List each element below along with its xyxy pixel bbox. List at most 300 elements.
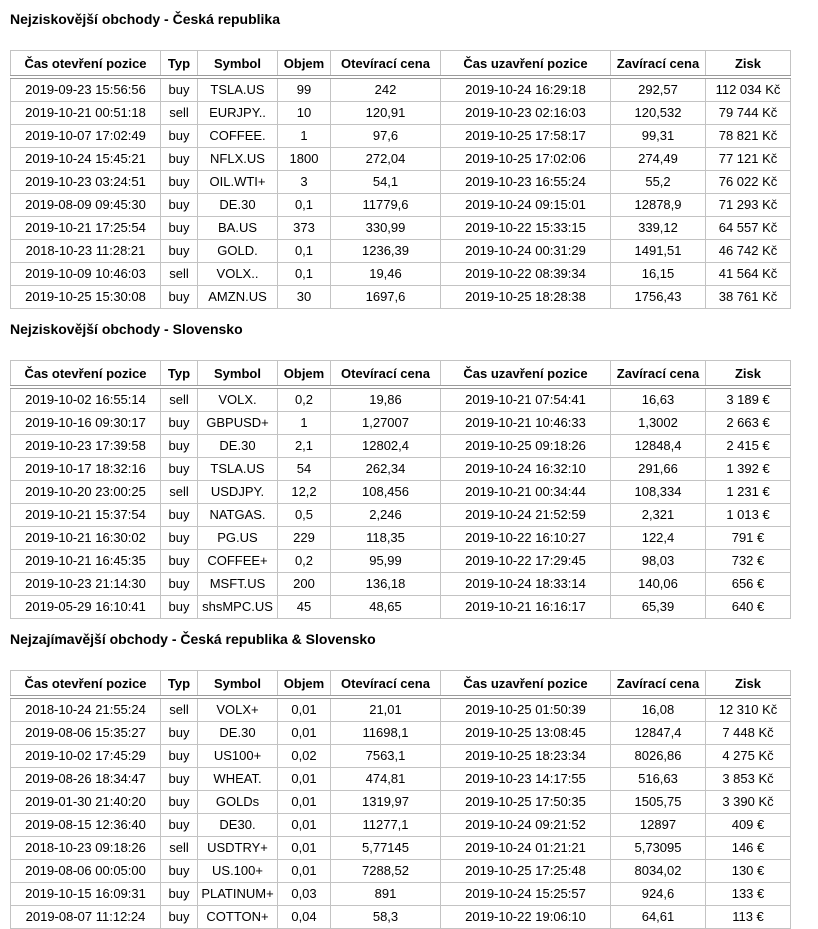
table-cell: 2019-10-24 00:31:29 — [441, 240, 611, 263]
table-cell: 2019-10-09 10:46:03 — [11, 263, 161, 286]
col-header-symbol: Symbol — [198, 361, 278, 388]
table-cell: 2019-10-23 21:14:30 — [11, 573, 161, 596]
table-cell: 1697,6 — [331, 286, 441, 309]
table-cell: DE.30 — [198, 435, 278, 458]
table-cell: 1491,51 — [611, 240, 706, 263]
table-cell: buy — [161, 860, 198, 883]
table-cell: NATGAS. — [198, 504, 278, 527]
table-row — [11, 504, 791, 527]
table-cell: sell — [161, 837, 198, 860]
table-row — [11, 745, 791, 768]
table-cell: 0,1 — [278, 240, 331, 263]
table-row — [11, 240, 791, 263]
table-cell: 99 — [278, 77, 331, 102]
table-cell: 2019-09-23 15:56:56 — [11, 77, 161, 102]
table-cell: sell — [161, 387, 198, 412]
table-row — [11, 906, 791, 929]
table-cell: 5,73095 — [611, 837, 706, 860]
table-cell: 1,27007 — [331, 412, 441, 435]
table-cell: buy — [161, 791, 198, 814]
table-cell: 12 310 Kč — [706, 697, 791, 722]
table-cell: 12,2 — [278, 481, 331, 504]
table-cell: buy — [161, 550, 198, 573]
table-cell: 30 — [278, 286, 331, 309]
table-row — [11, 481, 791, 504]
table-cell: 2019-10-21 15:37:54 — [11, 504, 161, 527]
section-title-sk: Nejziskovější obchody - Slovensko — [10, 321, 243, 337]
table-cell: 2019-10-25 13:08:45 — [441, 722, 611, 745]
table-cell: 2019-10-23 02:16:03 — [441, 102, 611, 125]
table-cell: PG.US — [198, 527, 278, 550]
table-cell: 2019-10-23 16:55:24 — [441, 171, 611, 194]
table-cell: 2019-10-21 00:51:18 — [11, 102, 161, 125]
trades-table-sk — [10, 360, 791, 619]
table-cell: 2019-10-25 18:28:38 — [441, 286, 611, 309]
table-cell: sell — [161, 697, 198, 722]
table-cell: 19,46 — [331, 263, 441, 286]
table-cell: 732 € — [706, 550, 791, 573]
table-cell: 7288,52 — [331, 860, 441, 883]
table-cell: 1 — [278, 125, 331, 148]
table-cell: GOLDs — [198, 791, 278, 814]
table-cell: 12897 — [611, 814, 706, 837]
col-header-profit: Zisk — [706, 361, 791, 388]
table-cell: 64 557 Kč — [706, 217, 791, 240]
table-cell: 2019-08-06 00:05:00 — [11, 860, 161, 883]
table-cell: buy — [161, 148, 198, 171]
table-cell: 0,01 — [278, 697, 331, 722]
table-cell: 2019-10-24 21:52:59 — [441, 504, 611, 527]
table-cell: 2019-10-25 01:50:39 — [441, 697, 611, 722]
table-cell: 229 — [278, 527, 331, 550]
table-cell: 0,2 — [278, 550, 331, 573]
table-cell: 1505,75 — [611, 791, 706, 814]
col-header-symbol: Symbol — [198, 51, 278, 78]
table-row — [11, 596, 791, 619]
table-cell: 2019-10-21 16:45:35 — [11, 550, 161, 573]
table-cell: 16,63 — [611, 387, 706, 412]
table-cell: 0,01 — [278, 837, 331, 860]
table-row — [11, 217, 791, 240]
col-header-profit: Zisk — [706, 671, 791, 698]
table-cell: 242 — [331, 77, 441, 102]
table-cell: 122,4 — [611, 527, 706, 550]
table-cell: sell — [161, 481, 198, 504]
table-cell: 2019-10-21 16:16:17 — [441, 596, 611, 619]
table-cell: buy — [161, 768, 198, 791]
table-cell: 0,03 — [278, 883, 331, 906]
table-cell: 12848,4 — [611, 435, 706, 458]
table-cell: 0,02 — [278, 745, 331, 768]
table-row — [11, 883, 791, 906]
table-cell: 2019-10-22 19:06:10 — [441, 906, 611, 929]
table-cell: 0,01 — [278, 791, 331, 814]
table-row — [11, 791, 791, 814]
col-header-type: Typ — [161, 361, 198, 388]
table-cell: 2 663 € — [706, 412, 791, 435]
table-cell: 95,99 — [331, 550, 441, 573]
table-cell: sell — [161, 102, 198, 125]
table-cell: 45 — [278, 596, 331, 619]
col-header-type: Typ — [161, 51, 198, 78]
col-header-type: Typ — [161, 671, 198, 698]
table-cell: 2019-10-25 09:18:26 — [441, 435, 611, 458]
table-cell: 292,57 — [611, 77, 706, 102]
table-cell: 8034,02 — [611, 860, 706, 883]
table-cell: 2019-10-15 16:09:31 — [11, 883, 161, 906]
section-title-cz: Nejziskovější obchody - Česká republika — [10, 11, 280, 27]
table-cell: buy — [161, 745, 198, 768]
table-cell: 2018-10-23 09:18:26 — [11, 837, 161, 860]
col-header-open-price: Otevírací cena — [331, 361, 441, 388]
table-cell: 3 189 € — [706, 387, 791, 412]
table-cell: 2019-10-16 09:30:17 — [11, 412, 161, 435]
table-cell: buy — [161, 906, 198, 929]
table-cell: 924,6 — [611, 883, 706, 906]
table-cell: 1 — [278, 412, 331, 435]
table-cell: 2019-10-25 17:58:17 — [441, 125, 611, 148]
table-cell: 11277,1 — [331, 814, 441, 837]
col-header-volume: Objem — [278, 361, 331, 388]
table-cell: 65,39 — [611, 596, 706, 619]
table-cell: 112 034 Kč — [706, 77, 791, 102]
table-cell: 120,91 — [331, 102, 441, 125]
table-cell: 10 — [278, 102, 331, 125]
col-header-open-time: Čas otevření pozice — [11, 671, 161, 698]
table-cell: 0,01 — [278, 722, 331, 745]
table-cell: 12847,4 — [611, 722, 706, 745]
table-cell: 2019-10-22 16:10:27 — [441, 527, 611, 550]
table-cell: buy — [161, 814, 198, 837]
table-cell: WHEAT. — [198, 768, 278, 791]
table-cell: 48,65 — [331, 596, 441, 619]
section-top-trades-cz — [10, 11, 818, 309]
table-cell: 0,5 — [278, 504, 331, 527]
table-cell: 55,2 — [611, 171, 706, 194]
table-cell: 409 € — [706, 814, 791, 837]
table-cell: 2019-10-22 08:39:34 — [441, 263, 611, 286]
table-cell: 2019-10-25 17:50:35 — [441, 791, 611, 814]
table-row — [11, 77, 791, 102]
table-cell: 2 415 € — [706, 435, 791, 458]
table-cell: 8026,86 — [611, 745, 706, 768]
col-header-profit: Zisk — [706, 51, 791, 78]
col-header-symbol: Symbol — [198, 671, 278, 698]
table-cell: 54 — [278, 458, 331, 481]
table-header-row — [11, 671, 791, 698]
table-cell: 146 € — [706, 837, 791, 860]
table-cell: buy — [161, 194, 198, 217]
table-cell: EURJPY.. — [198, 102, 278, 125]
table-row — [11, 697, 791, 722]
table-cell: 108,334 — [611, 481, 706, 504]
table-row — [11, 768, 791, 791]
table-cell: 64,61 — [611, 906, 706, 929]
table-row — [11, 412, 791, 435]
table-cell: 79 744 Kč — [706, 102, 791, 125]
table-row — [11, 125, 791, 148]
table-cell: MSFT.US — [198, 573, 278, 596]
col-header-volume: Objem — [278, 51, 331, 78]
table-cell: 3 — [278, 171, 331, 194]
table-row — [11, 722, 791, 745]
table-cell: 474,81 — [331, 768, 441, 791]
table-cell: buy — [161, 504, 198, 527]
table-cell: 38 761 Kč — [706, 286, 791, 309]
table-cell: 2019-10-21 07:54:41 — [441, 387, 611, 412]
table-cell: 77 121 Kč — [706, 148, 791, 171]
table-cell: 0,04 — [278, 906, 331, 929]
table-cell: 0,01 — [278, 860, 331, 883]
table-cell: 339,12 — [611, 217, 706, 240]
table-cell: 3 853 Kč — [706, 768, 791, 791]
table-row — [11, 263, 791, 286]
col-header-close-time: Čas uzavření pozice — [441, 361, 611, 388]
table-cell: 2019-05-29 16:10:41 — [11, 596, 161, 619]
table-cell: 12802,4 — [331, 435, 441, 458]
section-interesting-trades-cz-sk — [10, 631, 818, 929]
table-cell: TSLA.US — [198, 458, 278, 481]
section-title-cz-sk: Nejzajímavější obchody - Česká republika & Slovensko — [10, 631, 376, 647]
col-header-close-time: Čas uzavření pozice — [441, 671, 611, 698]
table-cell: buy — [161, 527, 198, 550]
table-cell: 516,63 — [611, 768, 706, 791]
table-cell: 2019-08-09 09:45:30 — [11, 194, 161, 217]
table-cell: 76 022 Kč — [706, 171, 791, 194]
table-cell: 2019-10-07 17:02:49 — [11, 125, 161, 148]
table-cell: buy — [161, 573, 198, 596]
table-cell: 791 € — [706, 527, 791, 550]
table-cell: 1236,39 — [331, 240, 441, 263]
table-cell: 0,1 — [278, 263, 331, 286]
table-cell: AMZN.US — [198, 286, 278, 309]
table-cell: 291,66 — [611, 458, 706, 481]
table-cell: 2019-10-21 17:25:54 — [11, 217, 161, 240]
table-cell: 2019-10-23 14:17:55 — [441, 768, 611, 791]
table-cell: 2019-10-24 01:21:21 — [441, 837, 611, 860]
section-top-trades-sk — [10, 321, 818, 619]
table-cell: BA.US — [198, 217, 278, 240]
table-cell: 2019-10-23 17:39:58 — [11, 435, 161, 458]
table-cell: buy — [161, 412, 198, 435]
table-cell: 0,01 — [278, 814, 331, 837]
trades-table-cz — [10, 50, 791, 309]
table-cell: USDTRY+ — [198, 837, 278, 860]
table-cell: 2019-10-25 17:02:06 — [441, 148, 611, 171]
table-cell: shsMPC.US — [198, 596, 278, 619]
table-cell: 2019-10-25 15:30:08 — [11, 286, 161, 309]
table-cell: USDJPY. — [198, 481, 278, 504]
col-header-volume: Objem — [278, 671, 331, 698]
table-row — [11, 286, 791, 309]
table-cell: buy — [161, 77, 198, 102]
col-header-close-price: Zavírací cena — [611, 671, 706, 698]
table-cell: 2019-08-07 11:12:24 — [11, 906, 161, 929]
table-header-row — [11, 51, 791, 78]
table-row — [11, 194, 791, 217]
table-cell: 12878,9 — [611, 194, 706, 217]
table-cell: 140,06 — [611, 573, 706, 596]
table-cell: 0,1 — [278, 194, 331, 217]
table-cell: 4 275 Kč — [706, 745, 791, 768]
table-header-row — [11, 361, 791, 388]
table-cell: 2,1 — [278, 435, 331, 458]
table-row — [11, 860, 791, 883]
table-cell: 2019-10-24 18:33:14 — [441, 573, 611, 596]
table-cell: 2,246 — [331, 504, 441, 527]
table-cell: 274,49 — [611, 148, 706, 171]
table-cell: 2019-10-24 16:32:10 — [441, 458, 611, 481]
table-cell: DE.30 — [198, 722, 278, 745]
table-cell: 54,1 — [331, 171, 441, 194]
table-cell: 41 564 Kč — [706, 263, 791, 286]
table-cell: NFLX.US — [198, 148, 278, 171]
table-cell: 3 390 Kč — [706, 791, 791, 814]
col-header-close-time: Čas uzavření pozice — [441, 51, 611, 78]
table-row — [11, 387, 791, 412]
table-cell: 2019-10-24 09:15:01 — [441, 194, 611, 217]
table-cell: 19,86 — [331, 387, 441, 412]
table-cell: 2019-10-24 15:25:57 — [441, 883, 611, 906]
table-cell: COTTON+ — [198, 906, 278, 929]
table-cell: 2019-10-20 23:00:25 — [11, 481, 161, 504]
table-cell: 2,321 — [611, 504, 706, 527]
table-cell: 2018-10-24 21:55:24 — [11, 697, 161, 722]
table-cell: buy — [161, 240, 198, 263]
table-cell: 1 231 € — [706, 481, 791, 504]
table-cell: 640 € — [706, 596, 791, 619]
table-cell: 1319,97 — [331, 791, 441, 814]
table-cell: buy — [161, 217, 198, 240]
table-cell: 2019-10-22 17:29:45 — [441, 550, 611, 573]
table-cell: VOLX. — [198, 387, 278, 412]
table-cell: 46 742 Kč — [706, 240, 791, 263]
table-cell: GOLD. — [198, 240, 278, 263]
table-cell: 5,77145 — [331, 837, 441, 860]
table-cell: buy — [161, 722, 198, 745]
table-cell: buy — [161, 171, 198, 194]
table-cell: 2019-10-17 18:32:16 — [11, 458, 161, 481]
table-row — [11, 435, 791, 458]
table-row — [11, 527, 791, 550]
table-cell: VOLX.. — [198, 263, 278, 286]
col-header-open-price: Otevírací cena — [331, 671, 441, 698]
table-cell: 656 € — [706, 573, 791, 596]
table-cell: 130 € — [706, 860, 791, 883]
table-cell: 58,3 — [331, 906, 441, 929]
table-cell: 2019-10-21 16:30:02 — [11, 527, 161, 550]
table-cell: 2019-10-21 00:34:44 — [441, 481, 611, 504]
table-cell: 1756,43 — [611, 286, 706, 309]
table-cell: buy — [161, 458, 198, 481]
table-cell: 262,34 — [331, 458, 441, 481]
table-cell: 78 821 Kč — [706, 125, 791, 148]
trades-table-cz-sk — [10, 670, 791, 929]
table-cell: 16,08 — [611, 697, 706, 722]
col-header-close-price: Zavírací cena — [611, 51, 706, 78]
table-cell: 2019-08-06 15:35:27 — [11, 722, 161, 745]
table-cell: 1,3002 — [611, 412, 706, 435]
table-row — [11, 102, 791, 125]
table-cell: 2019-10-25 18:23:34 — [441, 745, 611, 768]
table-cell: 98,03 — [611, 550, 706, 573]
table-cell: 2019-10-25 17:25:48 — [441, 860, 611, 883]
table-cell: 200 — [278, 573, 331, 596]
table-cell: buy — [161, 125, 198, 148]
table-cell: sell — [161, 263, 198, 286]
table-cell: 2019-08-26 18:34:47 — [11, 768, 161, 791]
table-cell: DE.30 — [198, 194, 278, 217]
table-cell: 2019-10-21 10:46:33 — [441, 412, 611, 435]
col-header-close-price: Zavírací cena — [611, 361, 706, 388]
table-cell: 11779,6 — [331, 194, 441, 217]
col-header-open-time: Čas otevření pozice — [11, 361, 161, 388]
table-cell: 330,99 — [331, 217, 441, 240]
table-cell: 118,35 — [331, 527, 441, 550]
table-cell: 7563,1 — [331, 745, 441, 768]
table-cell: 2018-10-23 11:28:21 — [11, 240, 161, 263]
table-cell: 0,2 — [278, 387, 331, 412]
table-cell: 373 — [278, 217, 331, 240]
table-cell: 1800 — [278, 148, 331, 171]
table-cell: 2019-10-24 09:21:52 — [441, 814, 611, 837]
table-cell: 1 392 € — [706, 458, 791, 481]
table-cell: 1 013 € — [706, 504, 791, 527]
table-cell: TSLA.US — [198, 77, 278, 102]
table-cell: GBPUSD+ — [198, 412, 278, 435]
table-cell: 11698,1 — [331, 722, 441, 745]
table-row — [11, 573, 791, 596]
table-cell: 2019-10-24 16:29:18 — [441, 77, 611, 102]
table-cell: 113 € — [706, 906, 791, 929]
table-cell: 108,456 — [331, 481, 441, 504]
table-cell: PLATINUM+ — [198, 883, 278, 906]
table-cell: 0,01 — [278, 768, 331, 791]
table-cell: 2019-10-22 15:33:15 — [441, 217, 611, 240]
table-row — [11, 550, 791, 573]
table-cell: 16,15 — [611, 263, 706, 286]
table-cell: 136,18 — [331, 573, 441, 596]
table-cell: COFFEE+ — [198, 550, 278, 573]
table-cell: 2019-08-15 12:36:40 — [11, 814, 161, 837]
table-cell: 99,31 — [611, 125, 706, 148]
table-cell: 891 — [331, 883, 441, 906]
table-cell: US.100+ — [198, 860, 278, 883]
table-cell: 120,532 — [611, 102, 706, 125]
table-row — [11, 837, 791, 860]
table-cell: buy — [161, 435, 198, 458]
table-cell: 133 € — [706, 883, 791, 906]
table-row — [11, 814, 791, 837]
table-cell: 2019-10-02 17:45:29 — [11, 745, 161, 768]
table-row — [11, 148, 791, 171]
col-header-open-price: Otevírací cena — [331, 51, 441, 78]
table-cell: 2019-10-24 15:45:21 — [11, 148, 161, 171]
table-cell: buy — [161, 883, 198, 906]
table-cell: 2019-10-23 03:24:51 — [11, 171, 161, 194]
table-cell: DE30. — [198, 814, 278, 837]
table-row — [11, 171, 791, 194]
col-header-open-time: Čas otevření pozice — [11, 51, 161, 78]
table-cell: 21,01 — [331, 697, 441, 722]
table-cell: 2019-01-30 21:40:20 — [11, 791, 161, 814]
table-row — [11, 458, 791, 481]
table-cell: 2019-10-02 16:55:14 — [11, 387, 161, 412]
table-cell: 71 293 Kč — [706, 194, 791, 217]
table-cell: OIL.WTI+ — [198, 171, 278, 194]
table-cell: buy — [161, 286, 198, 309]
table-cell: US100+ — [198, 745, 278, 768]
